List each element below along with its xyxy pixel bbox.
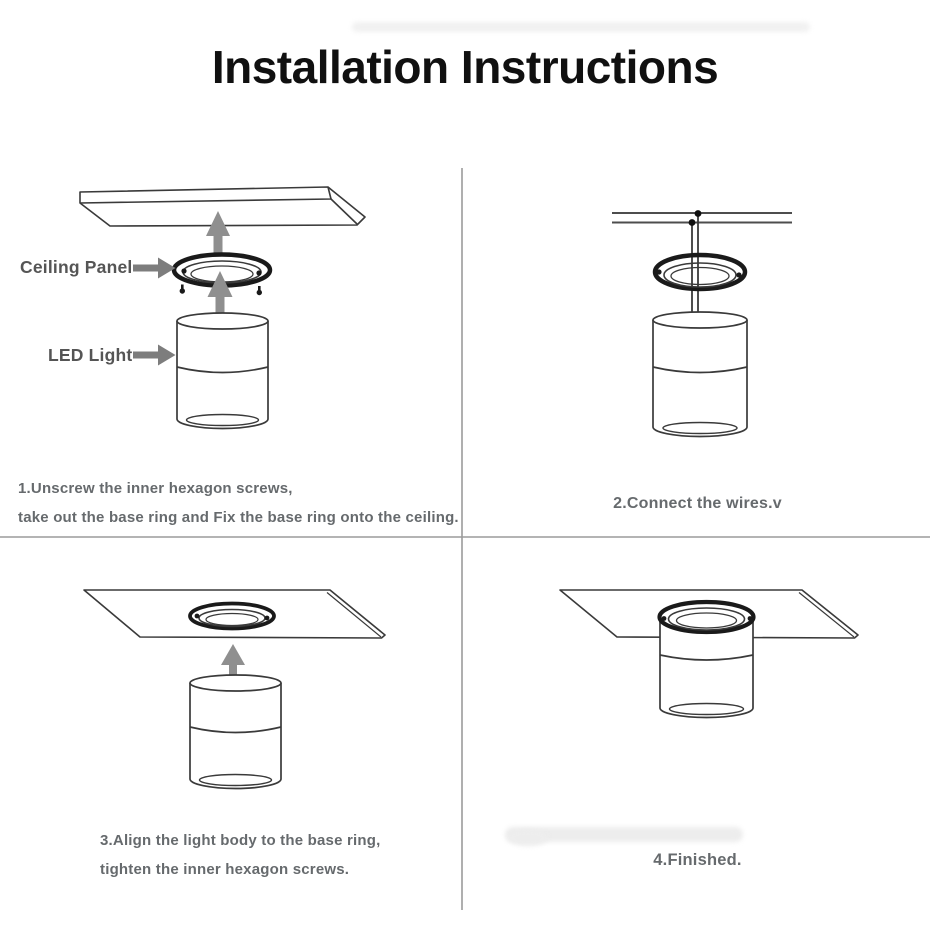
page-title: Installation Instructions: [211, 41, 719, 93]
mounted-led-cylinder: [660, 602, 754, 718]
ceiling-wiring-lines: [612, 213, 792, 223]
watermark-smudge: [508, 830, 548, 846]
step2-diagram: [612, 210, 792, 436]
led-cylinder: [190, 675, 281, 789]
step3-caption-line2: tighten the inner hexagon screws.: [100, 861, 350, 878]
base-ring: [190, 604, 274, 629]
ceiling-panel-label: Ceiling Panel: [20, 257, 133, 277]
step2-caption: 2.Connect the wires.v: [613, 495, 782, 512]
step4-diagram: [560, 590, 858, 718]
led-cylinder: [177, 313, 268, 429]
led-light-pointer-arrow: [133, 345, 176, 366]
step3-caption-line1: 3.Align the light body to the base ring,: [100, 832, 381, 849]
ceiling-panel-slab: [80, 187, 365, 226]
up-arrow-to-ring: [221, 644, 245, 678]
led-light-label: LED Light: [48, 345, 133, 365]
step1-caption-line1: 1.Unscrew the inner hexagon screws,: [18, 480, 293, 497]
base-ring: [660, 602, 754, 632]
step4-caption: 4.Finished.: [653, 851, 742, 869]
ceiling-panel-pointer-arrow: [133, 258, 176, 279]
led-cylinder: [653, 312, 747, 437]
wire-joint-dot: [689, 219, 696, 226]
step3-diagram: [84, 590, 385, 789]
step1-caption-line2: take out the base ring and Fix the base ring onto the ceiling.: [18, 509, 459, 526]
wire-joint-dot: [695, 210, 702, 217]
step1-diagram: [80, 187, 365, 429]
base-ring: [655, 255, 745, 289]
